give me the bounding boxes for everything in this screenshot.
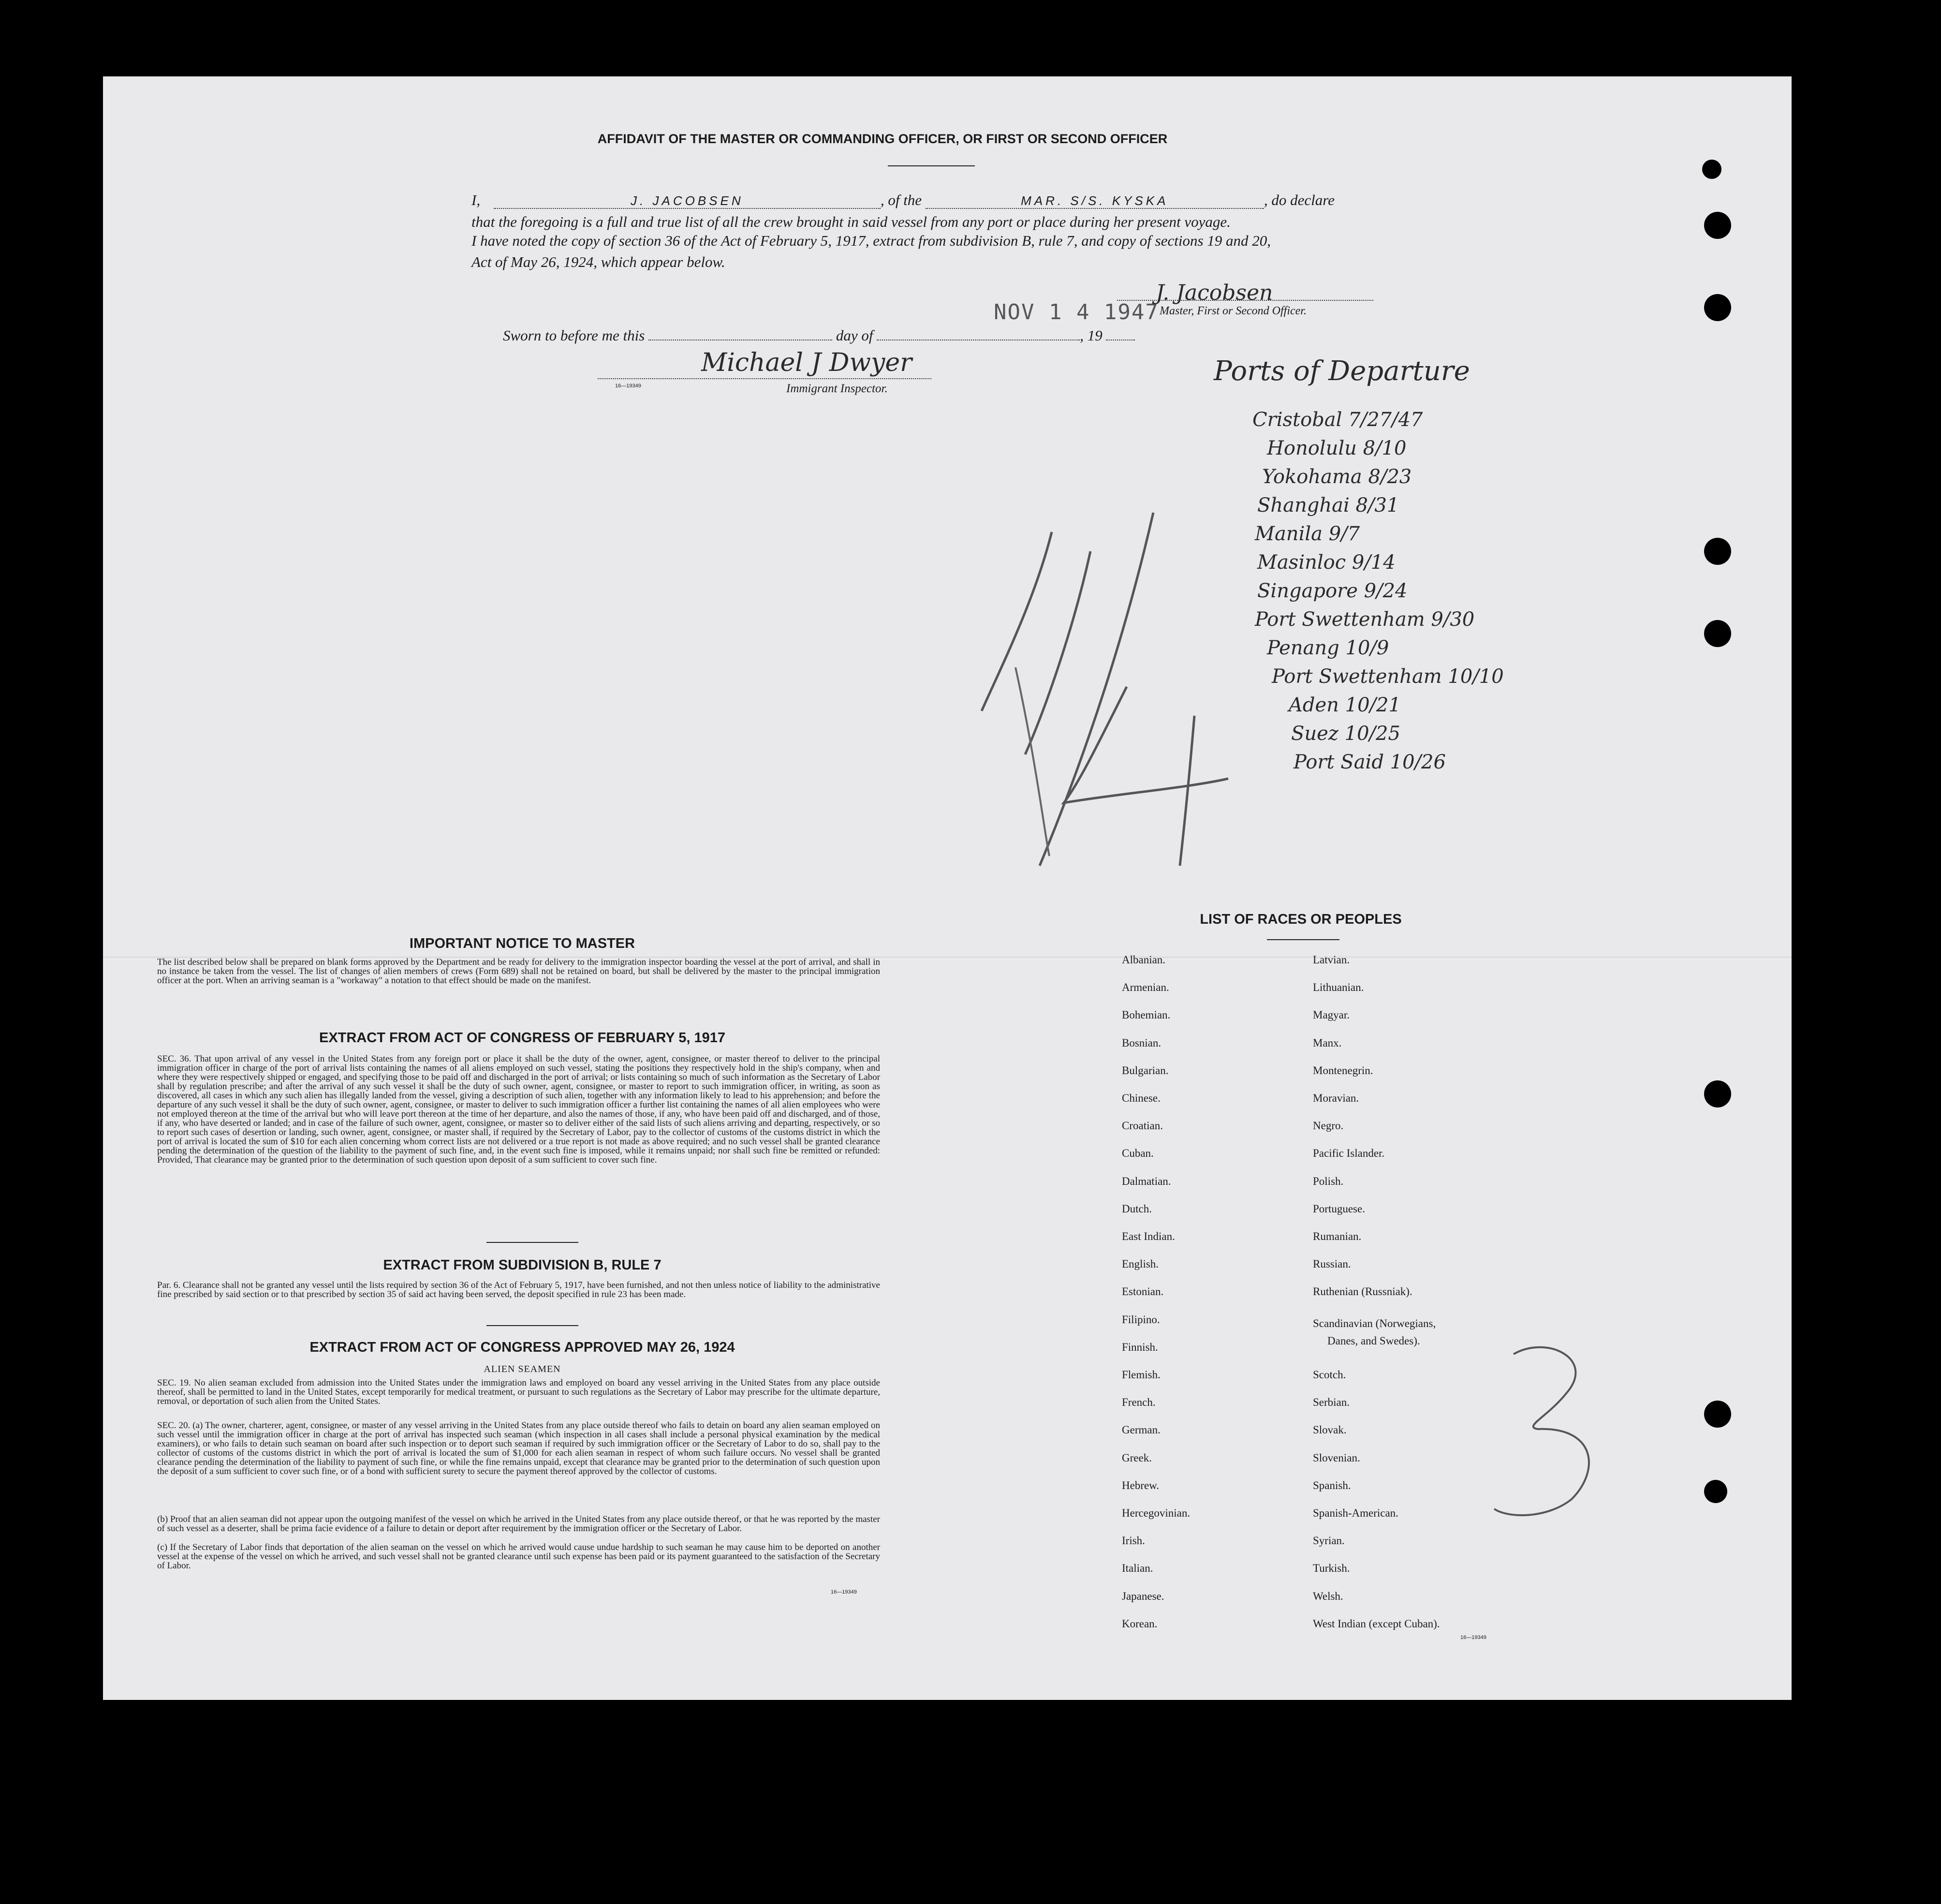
port-entry: Masinloc 9/14: [1257, 551, 1396, 574]
alien-seamen-subtitle: ALIEN SEAMEN: [484, 1364, 561, 1374]
i-label: I,: [471, 192, 481, 208]
pencil-stroke: [1180, 716, 1194, 866]
race-item: Moravian.: [1313, 1092, 1359, 1104]
race-item: Flemish.: [1122, 1369, 1161, 1381]
race-item: Russian.: [1313, 1258, 1351, 1270]
race-item: Montenegrin.: [1313, 1064, 1373, 1077]
port-entry: Port Swettenham 9/30: [1255, 608, 1475, 631]
sworn-label: Sworn to before me this: [503, 327, 645, 344]
race-item: Bohemian.: [1122, 1009, 1171, 1021]
races-rule: [1267, 939, 1339, 940]
race-item: Magyar.: [1313, 1009, 1350, 1021]
vessel-field: MAR. S/S. KYSKA: [926, 193, 1264, 209]
race-item: Slovak.: [1313, 1424, 1347, 1436]
extract1924-title: EXTRACT FROM ACT OF CONGRESS APPROVED MAY 26, 1924: [309, 1340, 735, 1355]
race-item: Bosnian.: [1122, 1036, 1162, 1049]
master-signature: J. Jacobsen: [1156, 280, 1273, 305]
race-item: Chinese.: [1122, 1092, 1161, 1104]
port-entry: Penang 10/9: [1267, 637, 1389, 659]
pencil-stroke: [1064, 687, 1228, 803]
race-item: Spanish-American.: [1313, 1507, 1398, 1519]
port-entry: Shanghai 8/31: [1257, 494, 1399, 517]
port-entry: Manila 9/7: [1255, 523, 1360, 545]
rule7-body: Par. 6. Clearance shall not be granted any vessel until the lists required by section 36 of the Act of February 5, 1917, have been furnished, and not then unless notice of liability to the administrative fine prescribed by said section or to that prescribed by section 35 of said act having been served, the deposit specified in rule 23 has been made.: [157, 1280, 880, 1299]
race-item: Hebrew.: [1122, 1479, 1160, 1491]
port-entry: Singapore 9/24: [1257, 580, 1408, 602]
race-item: English.: [1122, 1258, 1159, 1270]
ports-heading: Ports of Departure: [1214, 355, 1470, 387]
race-item: Cuban.: [1122, 1147, 1154, 1160]
race-item: Turkish.: [1313, 1562, 1350, 1575]
do-declare-label: , do declare: [1264, 192, 1335, 208]
section-rule: [486, 1242, 578, 1243]
port-entry: Honolulu 8/10: [1267, 437, 1407, 459]
race-item: Ruthenian (Russniak).: [1313, 1285, 1412, 1298]
race-item: Finnish.: [1122, 1341, 1158, 1353]
port-entry: Port Swettenham 10/10: [1272, 665, 1504, 688]
date-stamp: NOV 1 4 1947: [994, 300, 1159, 325]
extract-form-number: 16—19349: [831, 1589, 857, 1595]
notice-body: The list described below shall be prepared on blank forms approved by the Department and be ready for delivery to the immigration inspector boarding the vessel at the port of arrival, and shall in no instance be taken from the vessel. The list of changes of alien members of crews (Form 689) shall not be retained on board, but shall be delivered by the master to the principal immigration officer at the port. When an arriving seaman is a "workaway" a notation to that effect should be made on the manifest.: [157, 957, 880, 986]
port-entry: Cristobal 7/27/47: [1252, 409, 1423, 431]
race-item: Latvian.: [1313, 954, 1350, 966]
port-entry: Yokohama 8/23: [1262, 466, 1412, 488]
race-item: Armenian.: [1122, 981, 1169, 994]
race-item: German.: [1122, 1424, 1161, 1436]
inspector-label: Immigrant Inspector.: [786, 382, 888, 395]
sec20c-body: (c) If the Secretary of Labor finds that deportation of the alien seaman on the vessel on which he arrived would cause undue hardship to such seaman he may cause him to be deported on another vessel at the expense of the vessel on which he arrived, and such vessel shall not be granted clearance until such expense has been paid or its payment guaranteed to the satisfaction of the Secretary of Labor.: [157, 1542, 880, 1571]
race-item: Greek.: [1122, 1451, 1152, 1464]
of-the-label: , of the: [880, 192, 922, 208]
master-label: Master, First or Second Officer.: [1160, 305, 1307, 317]
race-item: Serbian.: [1313, 1396, 1350, 1409]
race-item: West Indian (except Cuban).: [1313, 1617, 1440, 1630]
race-item: French.: [1122, 1396, 1156, 1409]
notice-title: IMPORTANT NOTICE TO MASTER: [409, 936, 635, 951]
section-rule: [486, 1325, 578, 1326]
affidavit-title: AFFIDAVIT OF THE MASTER OR COMMANDING OFFICER, OR FIRST OR SECOND OFFICER: [597, 132, 1168, 146]
race-item: Hercegovinian.: [1122, 1507, 1191, 1519]
extract1917-body: SEC. 36. That upon arrival of any vessel in the United States from any foreign port or place it shall be the duty of the owner, agent, consignee, or master thereof to deliver to the principal immigration officer in charge of the port of arrival lists containing the names of all aliens employed on such vessel, stating the positions they respectively hold in the ship's company, when and where they were respectively shipped or engaged, and specifying those to be paid off and discharged in the port of arrival; or lists containing so much of such information as the Secretary of Labor shall by regulation prescribe; and after the arrival of any such vessel it shall be the duty of such owner, agent, consignee, or master to report to such immigration officer, in writing, as soon as discovered, all cases in which any such alien has illegally landed from the vessel, giving a description of such alien, together with any information likely to lead to his apprehension; and before the departure of any such vessel it shall be the duty of such owner, agent, consignee, or master to deliver to such immigration officer a further list containing the names of all alien employees who were not employed thereon at the time of the arrival but who will leave port thereon at the time of her departure, and also the names of those, if any, who have been paid off and discharged, and of those, if any, who have deserted or landed; and in case of the failure of such owner, agent, consignee, or master so to deliver either of the said lists of such aliens arriving and departing, respectively, or so to report such cases of desertion or landing, such owner, agent, consignee, or master shall, if required by the Secretary of Labor, pay to the collector of customs of the customs district in which the port of arrival is located the sum of $10 for each alien concerning whom correct lists are not delivered or a true report is not made as above required; and no such vessel shall be granted clearance pending the determination of the question of the liability to the payment of such fine, and, in the event such fine is imposed, while it remains unpaid; nor shall such fine be remitted or refunded: Provided, That clearance may be granted prior to the determination of such question upon deposit of a sum sufficient to cover such fine.: [157, 1054, 880, 1165]
port-entry: Port Said 10/26: [1294, 751, 1446, 773]
race-item: Albanian.: [1122, 954, 1166, 966]
race-item: Dalmatian.: [1122, 1175, 1171, 1187]
race-item: Dutch.: [1122, 1202, 1152, 1215]
affidavit-line2: that the foregoing is a full and true list of all the crew brought in said vessel from any port or place during her present voyage.: [471, 213, 1231, 230]
race-item: Manx.: [1313, 1036, 1342, 1049]
race-item: East Indian.: [1122, 1230, 1175, 1242]
master-name-field: J. JACOBSEN: [494, 193, 881, 209]
pencil-stroke: [1040, 513, 1153, 866]
race-item: Croatian.: [1122, 1120, 1163, 1132]
race-item: Rumanian.: [1313, 1230, 1362, 1242]
race-item: Japanese.: [1122, 1590, 1164, 1602]
race-item: Scandinavian (Norwegians,: [1313, 1317, 1436, 1329]
port-entry: Aden 10/21: [1289, 694, 1401, 716]
extract1917-title: EXTRACT FROM ACT OF CONGRESS OF FEBRUARY 5, 1917: [319, 1030, 726, 1046]
inspector-signature: Michael J Dwyer: [701, 348, 912, 377]
race-item: Welsh.: [1313, 1590, 1343, 1602]
race-item: Spanish.: [1313, 1479, 1351, 1491]
race-item: Scotch.: [1313, 1369, 1346, 1381]
race-item: Portuguese.: [1313, 1202, 1365, 1215]
race-item: Italian.: [1122, 1562, 1153, 1575]
race-item: Korean.: [1122, 1617, 1158, 1630]
race-item: Slovenian.: [1313, 1451, 1360, 1464]
pencil-stroke: [1015, 667, 1049, 856]
affidavit-line3: I have noted the copy of section 36 of the Act of February 5, 1917, extract from subdivision B, rule 7, and copy of sections 19 and 20,: [471, 232, 1271, 249]
port-entry: Suez 10/25: [1291, 723, 1400, 745]
race-item-scandinavian-cont: Danes, and Swedes).: [1327, 1335, 1420, 1347]
day-of-label: day of: [836, 327, 873, 344]
affidavit-line4: Act of May 26, 1924, which appear below.: [471, 253, 725, 270]
race-item: Negro.: [1313, 1120, 1344, 1132]
affidavit-form-number: 16—19349: [615, 383, 641, 389]
races-title: LIST OF RACES OR PEOPLES: [1200, 912, 1402, 927]
year-prefix: , 19: [1080, 327, 1103, 344]
races-form-number: 16—19349: [1460, 1635, 1486, 1640]
pencil-stroke: [1494, 1347, 1589, 1515]
race-item: Irish.: [1122, 1535, 1145, 1547]
sec20a-body: SEC. 20. (a) The owner, charterer, agent, consignee, or master of any vessel arriving in the United States from any place outside thereof who fails to detain on board any alien seaman employed on such vessel until the immigration officer in charge at the port of arrival has inspected such seaman (which inspection in all cases shall include a personal physical examination by the medical examiners), or who fails to detain such seaman on board after such inspection or to deport such seaman if required by such immigration officer or the Secretary of Labor to do so, shall pay to the collector of customs of the customs district in which the port of arrival is located the sum of $1,000 for each alien seaman in respect of whom such failure occurs. No vessel shall be granted clearance pending the determination of the liability to payment of such fine, or while the fine remains unpaid, except that clearance may be granted prior to the determination of such question upon the deposit of a sum sufficient to cover such fine, or of a bond with sufficient surety to secure the payment thereof approved by the collector of customs.: [157, 1420, 880, 1476]
race-item: Polish.: [1313, 1175, 1344, 1187]
pencil-stroke: [982, 532, 1052, 711]
race-item: Filipino.: [1122, 1313, 1160, 1326]
race-item: Estonian.: [1122, 1285, 1164, 1298]
race-item: Bulgarian.: [1122, 1064, 1169, 1077]
sec19-body: SEC. 19. No alien seaman excluded from admission into the United States under the immigration laws and employed on board any vessel arriving in the United States from any place outside thereof, shall be permitted to land in the United States, except temporarily for medical treatment, or pursuant to such regulations as the Secretary of Labor may prescribe for the ultimate departure, removal, or deportation of such alien from the United States.: [157, 1378, 880, 1406]
pencil-stroke: [1025, 551, 1090, 754]
race-item: Lithuanian.: [1313, 981, 1364, 994]
race-item: Pacific Islander.: [1313, 1147, 1385, 1160]
race-item: Syrian.: [1313, 1535, 1345, 1547]
sec20b-body: (b) Proof that an alien seaman did not appear upon the outgoing manifest of the vessel on which he arrived in the United States from any place outside thereof, or that he was reported by the master of such vessel as a deserter, shall be prima facie evidence of a failure to detain or deport after requirement by the immigration officer or the Secretary of Labor.: [157, 1514, 880, 1534]
rule7-title: EXTRACT FROM SUBDIVISION B, RULE 7: [383, 1257, 662, 1273]
